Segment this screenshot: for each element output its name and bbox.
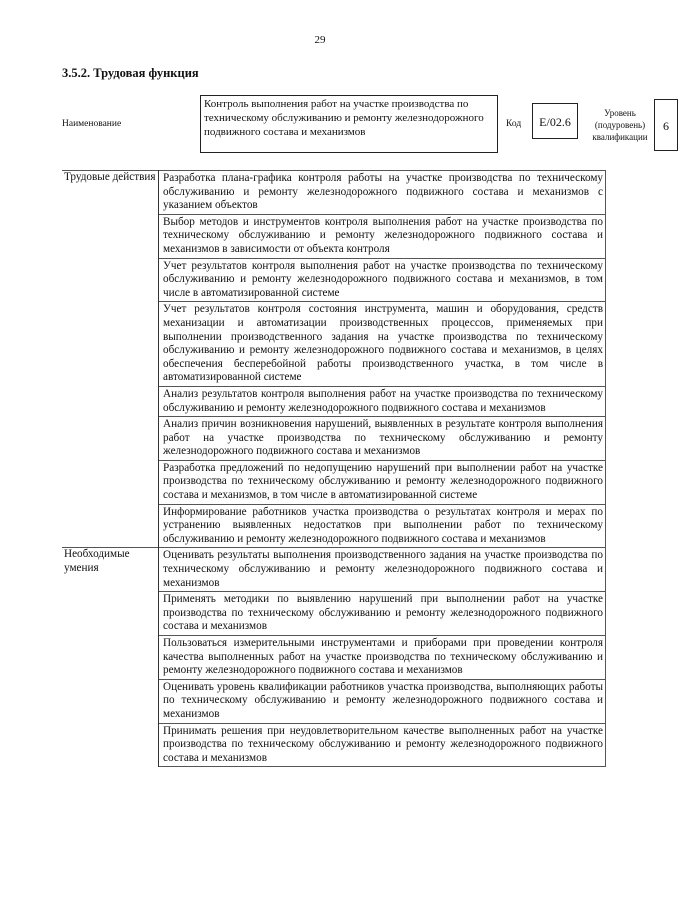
list-item: Пользоваться измерительными инструментами и приборами при проведении контроля качества выполненных работ на участке производства по техническому обслуживанию и ремонту железнодорожного подвижного состава и механизмов <box>159 636 606 680</box>
qualification-level-value: 6 <box>654 99 678 151</box>
section-title: 3.5.2. Трудовая функция <box>62 66 199 80</box>
list-item: Анализ причин возникновения нарушений, выявленных в результате контроля выполнения работ на участке производства по техническому обслуживанию и ремонту железнодорожного подвижного состава и механизмов <box>159 417 606 461</box>
page-number: 29 <box>314 34 326 46</box>
list-item: Выбор методов и инструментов контроля выполнения работ на участке производства по техническому обслуживанию и ремонту железнодорожного подвижного состава и механизмов в зависимости от объекта контроля <box>159 214 606 258</box>
list-item: Оценивать уровень квалификации работников участка производства, выполняющих работы по техническому обслуживанию и ремонту железнодорожного подвижного состава и механизмов <box>159 679 606 723</box>
list-item: Анализ результатов контроля выполнения работ на участке производства по техническому обслуживанию и ремонту железнодорожного подвижного состава и механизмов <box>159 386 606 416</box>
name-label: Наименование <box>62 119 122 129</box>
list-item: Учет результатов контроля состояния инструмента, машин и оборудования, средств механизации и автоматизации производственных процессов, применяемых при выполнении производственного задания на участке производства по техническому обслуживанию и ремонту железнодорожного подвижного состава и механизмов, в целях обеспечения бесперебойной работы производственного участка, в том числе в автоматизированной системе <box>159 302 606 387</box>
list-item: Учет результатов контроля выполнения работ на участке производства по техническому обслуживанию и ремонту железнодорожного подвижного состава и механизмов, в том числе в автоматизированной системе <box>159 258 606 302</box>
code-label: Код <box>506 119 522 129</box>
qualification-level-label: Уровень (подуровень) квалификации <box>592 108 648 142</box>
list-item: Разработка плана-графика контроля работы на участке производства по техническому обслуживанию и ремонту железнодорожного подвижного состава и механизмов с указанием объектов <box>159 171 606 215</box>
table-row <box>62 171 606 215</box>
table-row <box>62 548 606 592</box>
function-header <box>62 95 669 155</box>
group-label: Трудовые действия <box>62 171 159 548</box>
function-content-table <box>62 170 606 767</box>
code-value-box: E/02.6 <box>532 103 578 139</box>
list-item: Принимать решения при неудовлетворительном качестве выполненных работ на участке производства по техническому обслуживанию и ремонту железнодорожного подвижного состава и механизмов <box>159 723 606 767</box>
list-item: Информирование работников участка производства о результатах контроля и мерах по устранению выявленных недостатков при выполнении работ по техническому обслуживанию и ремонту железнодорожного подвижного состава и механизмов <box>159 504 606 548</box>
group-label: Необходимые умения <box>62 548 159 767</box>
list-item: Применять методики по выявлению нарушений при выполнении работ на участке производства по техническому обслуживанию и ремонту железнодорожного подвижного состава и механизмов <box>159 592 606 636</box>
list-item: Оценивать результаты выполнения производственного задания на участке производства по техническому обслуживанию и ремонту железнодорожного подвижного состава и механизмов <box>159 548 606 592</box>
name-value-box: Контроль выполнения работ на участке производства по техническому обслуживанию и ремонту железнодорожного подвижного состава и механизмов <box>200 95 498 153</box>
list-item: Разработка предложений по недопущению нарушений при выполнении работ на участке производства по техническому обслуживанию и ремонту железнодорожного подвижного состава и механизмов, в том числе в автоматизированной системе <box>159 460 606 504</box>
